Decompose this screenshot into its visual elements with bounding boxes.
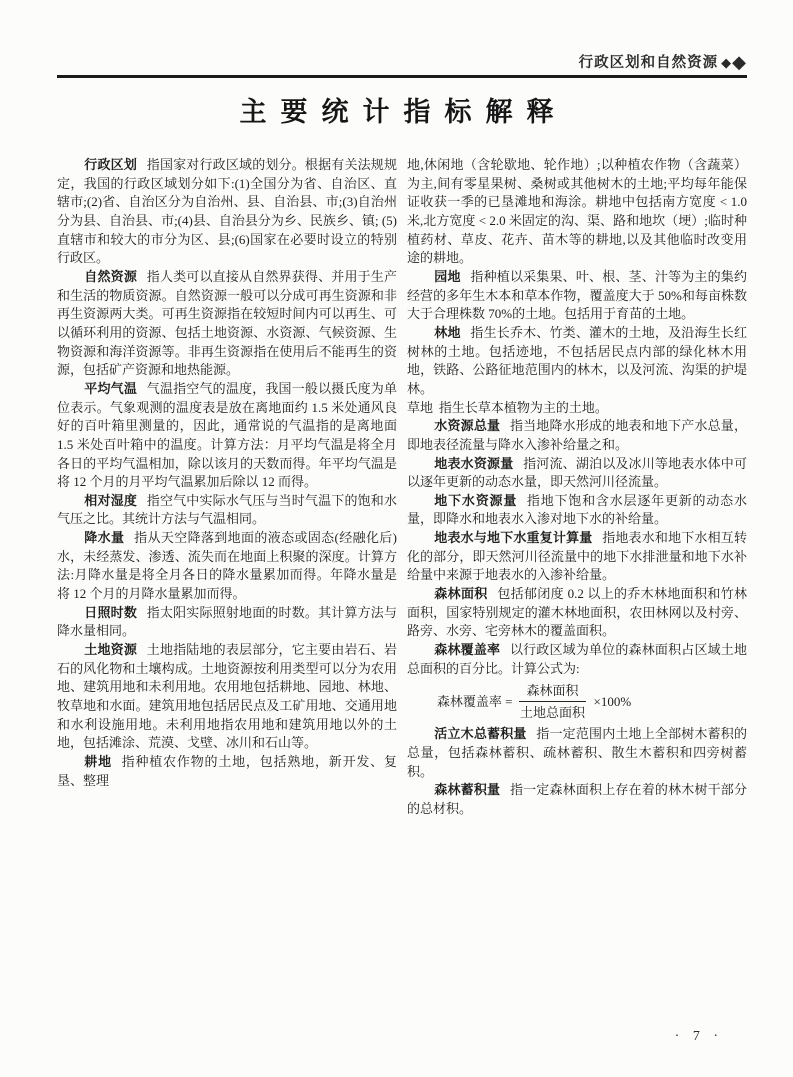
term-label: 地下水资源量 <box>434 492 518 508</box>
definition-text: 以行政区域为单位的森林面积占区域土地总面积的百分比。计算公式为: <box>407 642 747 676</box>
definition-text: 指空气中实际水气压与当时气温下的饱和水气压之比。其统计方法与气温相同。 <box>57 492 397 527</box>
term-label: 行政区划 <box>84 157 138 172</box>
term-label: 降水量 <box>84 530 125 546</box>
def-average-temperature <box>57 380 397 492</box>
def-duplicated-water-count <box>407 529 747 585</box>
term-label: 地表水资源量 <box>434 455 514 471</box>
def-total-water-resources <box>407 417 747 454</box>
term-label: 水资源总量 <box>434 418 501 434</box>
definition-text: 指生长乔木、竹类、灌木的土地，及沿海生长红树林的土地。包括迹地，不包括居民点内部的绿化林木用地，铁路、公路征地范围内的林木，以及河流、沟渠的护堤林。 <box>407 324 747 396</box>
definition-text: 指种植农作物的土地，包括熟地，新开发、复垦、整理 <box>57 754 397 788</box>
definition-text: 指一定范围内土地上全部树木蓄积的总量，包括森林蓄积、疏林蓄积、散生木蓄积和四旁树蓄积。 <box>407 726 747 779</box>
formula-numerator: 森林面积 <box>519 682 585 702</box>
page-number: · 7 · <box>674 1029 723 1044</box>
text-columns <box>57 156 747 819</box>
def-forest-coverage-rate <box>407 641 747 678</box>
term-label: 土地资源 <box>84 642 138 658</box>
def-sunshine-hours <box>57 604 397 641</box>
definition-text: 指地下饱和含水层逐年更新的动态水量，即降水和地表水入渗对地下水的补给量。 <box>407 492 747 527</box>
formula-suffix: ×100% <box>593 694 632 710</box>
diamond-icon: ◆ <box>732 52 747 72</box>
definition-text: 指生长草本植物为主的土地。 <box>438 399 608 415</box>
def-natural-resources <box>57 268 397 380</box>
term-label: 活立木总蓄积量 <box>434 726 527 742</box>
def-grassland <box>407 399 747 418</box>
def-cultivated-land <box>57 753 397 790</box>
definition-text: 地,休闲地（含轮歇地、轮作地）;以种植农作物（含蔬菜）为主,间有零星果树、桑树或其他树木的土地;平均每年能保证收获一季的已垦滩地和海涂。耕地中包括南方宽度 < 1.0 米,北方宽度 < 2.0 米固定的沟、渠、路和地坎（埂）;临时种植药材、草皮、花卉、苗木等的耕地,以及其他临时改变用途的耕地。 <box>407 157 747 266</box>
def-precipitation <box>57 529 397 604</box>
def-relative-humidity <box>57 492 397 529</box>
term-label: 森林覆盖率 <box>434 642 501 658</box>
definition-text: 指从天空降落到地面的液态或固态(经融化后)水，未经蒸发、渗透、流失而在地面上积聚的深度。计算方法:月降水量是将全月各日的降水量累加而得。年降水量是将 12 个月的月降水量累加而得。 <box>57 530 397 602</box>
def-cultivated-land-continued <box>407 156 747 268</box>
term-label: 相对湿度 <box>84 492 138 508</box>
term-label: 耕地 <box>84 754 112 769</box>
term-label: 日照时数 <box>84 604 138 620</box>
term-label: 园地 <box>434 268 461 284</box>
left-column <box>57 156 397 819</box>
definition-text: 指太阳实际照射地面的时数。其计算方法与降水量相同。 <box>57 604 397 639</box>
running-head <box>57 53 747 78</box>
forest-coverage-formula <box>437 682 747 721</box>
def-administrative-divisions <box>57 156 397 268</box>
definition-text: 指国家对行政区域的划分。根据有关法规规定，我国的行政区域划分如下:(1)全国分为省、自治区、直辖市;(2)省、自治区分为自治州、县、自治县、市;(3)自治州分为县、自治县、市;(4)县、自治县分为乡、民族乡、镇; (5)直辖市和较大的市分为区、县;(6)国家在必要时设立的特别行政区。 <box>57 157 397 266</box>
def-forest-stock-volume <box>407 781 747 818</box>
definition-text: 指当地降水形成的地表和地下产水总量，即地表径流量与降水入渗补给量之和。 <box>407 418 747 452</box>
def-forest-area <box>407 585 747 641</box>
page-title: 主要统计指标解释 <box>239 97 568 127</box>
term-label: 森林面积 <box>434 586 488 602</box>
term-label: 草地 <box>407 399 434 415</box>
diamond-icon: ◆ <box>721 55 733 70</box>
definition-text: 土地指陆地的表层部分，它主要由岩石、岩石的风化物和土壤构成。土地资源按利用类型可以分为农用地、建筑用地和未利用地。农用地包括耕地、园地、林地、牧草地和水面。建筑用地包括居民点及工矿用地、交通用地和水利设施用地。未利用地指农用地和建筑用地以外的土地，包括滩涂、荒漠、戈壁、冰川和石山等。 <box>57 642 397 751</box>
def-surface-water-resources <box>407 455 747 492</box>
def-standing-timber-stock <box>407 725 747 781</box>
section-label: 行政区划和自然资源 <box>578 55 719 71</box>
formula-denominator: 土地总面积 <box>519 705 585 721</box>
def-groundwater-resources <box>407 492 747 529</box>
def-garden-land <box>407 268 747 324</box>
formula-lhs: 森林覆盖率 = <box>436 694 513 710</box>
definition-text: 气温指空气的温度，我国一般以摄氏度为单位表示。气象观测的温度表是放在离地面约 1.5 米处通风良好的百叶箱里测量的，因此，通常说的气温指的是离地面 1.5 米处百叶箱中的温度。计算方法：月平均气温是将全月各日的平均气温相加，除以该月的天数而得。年平均气温是将 12 个月的月平均气温累加后除以 12 而得。 <box>57 380 397 490</box>
def-forest-land <box>407 324 747 399</box>
term-label: 森林蓄积量 <box>434 782 501 798</box>
definition-text: 指人类可以直接从自然界获得、并用于生产和生活的物质资源。自然资源一般可以分成可再生资源和非再生资源两大类。可再生资源指在较短时间内可以再生、可以循环利用的资源、包括土地资源、水资源、气候资源、生物资源和海洋资源等。非再生资源指在使用后不能再生的资源，包括矿产资源和地热能源。 <box>57 268 397 378</box>
definition-text: 包括郁闭度 0.2 以上的乔木林地面积和竹林面积，国家特别规定的灌木林地面积，农田林网以及村旁、路旁、水旁、宅旁林木的覆盖面积。 <box>407 586 747 639</box>
term-label: 林地 <box>434 324 461 340</box>
definition-text: 指河流、湖泊以及冰川等地表水体中可以逐年更新的动态水量，即天然河川径流量。 <box>407 455 747 490</box>
def-land-resources <box>57 641 397 753</box>
right-column <box>407 156 747 819</box>
term-label: 自然资源 <box>84 268 138 284</box>
term-label: 地表水与地下水重复计算量 <box>434 530 593 546</box>
term-label: 平均气温 <box>84 380 138 396</box>
definition-text: 指一定森林面积上存在着的林木树干部分的总材积。 <box>407 782 747 816</box>
definition-text: 指地表水和地下水相互转化的部分，即天然河川径流量中的地下水排泄量和地下水补给量中来源于地表水的入渗补给量。 <box>407 530 747 583</box>
formula-fraction <box>519 682 585 721</box>
definition-text: 指种植以采集果、叶、根、茎、汁等为主的集约经营的多年生木本和草本作物，覆盖度大于 50%和每亩株数大于合理株数 70%的土地。包括用于育苗的土地。 <box>407 268 747 322</box>
